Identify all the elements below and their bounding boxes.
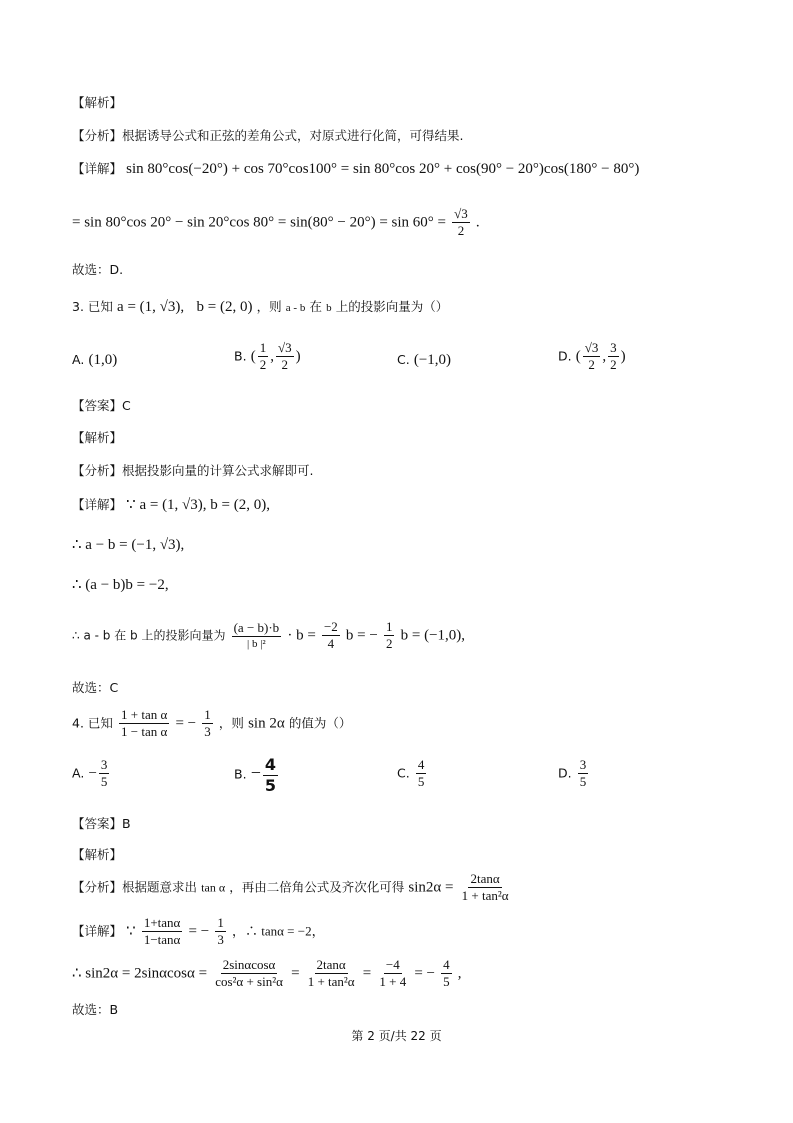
section-label-analysis-3: 【解析】 <box>72 430 123 445</box>
question-3: 3. 已知 a = (1, √3), b = (2, 0) ，则 a - b 在 b 上的投影向量为（） <box>72 299 449 315</box>
fraction: $\frac{√3}{2}$ <box>454 206 468 239</box>
answer-3: 【答案】C <box>72 398 131 413</box>
option-4c: C. $\frac{4}{5}$ <box>397 757 425 790</box>
selection-3: 故选：C <box>72 680 119 695</box>
option-4d: D. $\frac{3}{5}$ <box>558 757 587 790</box>
option-4a: A. − $\frac{3}{5}$ <box>72 757 108 790</box>
option-4b: B. − $\frac{4}{5}$ <box>234 755 276 795</box>
option-a: A. (1,0) <box>72 352 118 368</box>
question-4: 4. 已知 $\frac{\text{1 + tan α}}{\text{1 − tan α}}$ = − $\frac{1}{3}$ ，则 sin 2α 的值为（） <box>72 707 352 740</box>
selection-text: 故选：D. <box>72 262 124 277</box>
detail-line-1 <box>72 162 639 177</box>
analysis-text: 【分析】根据诱导公式和正弦的差角公式，对原式进行化简，可得结果. <box>72 128 464 143</box>
detail-formula: sin 80°cos(−20°) + cos 70°cos100° = sin 80°cos 20° + cos(90° − 20°)cos(180° − 80°) <box>126 161 640 177</box>
step-3-1: ∴ a − b = (−1, √3), <box>72 537 185 553</box>
section-label-analysis: 【解析】 <box>72 95 123 110</box>
option-d: D. ( $\frac{√3}{2}$ , $\frac{3}{2}$ ) <box>558 340 626 373</box>
selection-4: 故选：B <box>72 1002 119 1017</box>
detail-line-4: 【详解】 ∵ $\frac{1+\tan\alpha}{1-\tan\alpha}$ = − $\frac{1}{3}$ ，∴ tanα = −2， <box>72 915 325 948</box>
detail-label: 【详解】 <box>72 161 123 176</box>
step-3-3: ∴ a - b 在 b 上的投影向量为 $\frac{(a - b)\cdot b}{\text{| b |²}}$ · b = $\frac{-2}{4}$ b = − $\frac{1}{2}$ b = (−1,0), <box>72 619 466 652</box>
detail-line-2: = sin 80°cos 20° − sin 20°cos 80° = sin(80° − 20°) = sin 60° = $\frac{√3}{2}$ . <box>72 206 480 239</box>
analysis-text-4: 【分析】根据题意求出 tan α ，再由二倍角公式及齐次化可得 sin2α = $\frac{2\tan\alpha}{\text{1 + tan²α}}$ <box>72 871 509 904</box>
option-c: C. (−1,0) <box>397 352 452 368</box>
page-footer: 第 2 页/共 22 页 <box>351 1029 442 1043</box>
detail-line-3: 【详解】 ∵ a = (1, √3), b = (2, 0), <box>72 497 270 513</box>
step-4-1: ∴ sin2α = 2sinαcosα = $\frac{2\sin\alpha\cos\alpha}{\text{cos²α + sin²α}}$ = $\frac{2\tan\alpha}{\text{1 + tan²α}}$ = $\frac{-4}{1 + 4}$ = − $\frac{4}{5}$ , <box>72 957 462 990</box>
answer-4: 【答案】B <box>72 816 131 831</box>
section-label-analysis-4: 【解析】 <box>72 847 123 862</box>
option-b: B. ( $\frac{1}{2}$ , $\frac{√3}{2}$ ) <box>234 340 301 373</box>
analysis-text-3: 【分析】根据投影向量的计算公式求解即可. <box>72 463 314 478</box>
detail-formula-2: = sin 80°cos 20° − sin 20°cos 80° = sin(80° − 20°) = sin 60° = <box>72 214 446 231</box>
step-3-2: ∴ (a − b)b = −2, <box>72 577 169 593</box>
